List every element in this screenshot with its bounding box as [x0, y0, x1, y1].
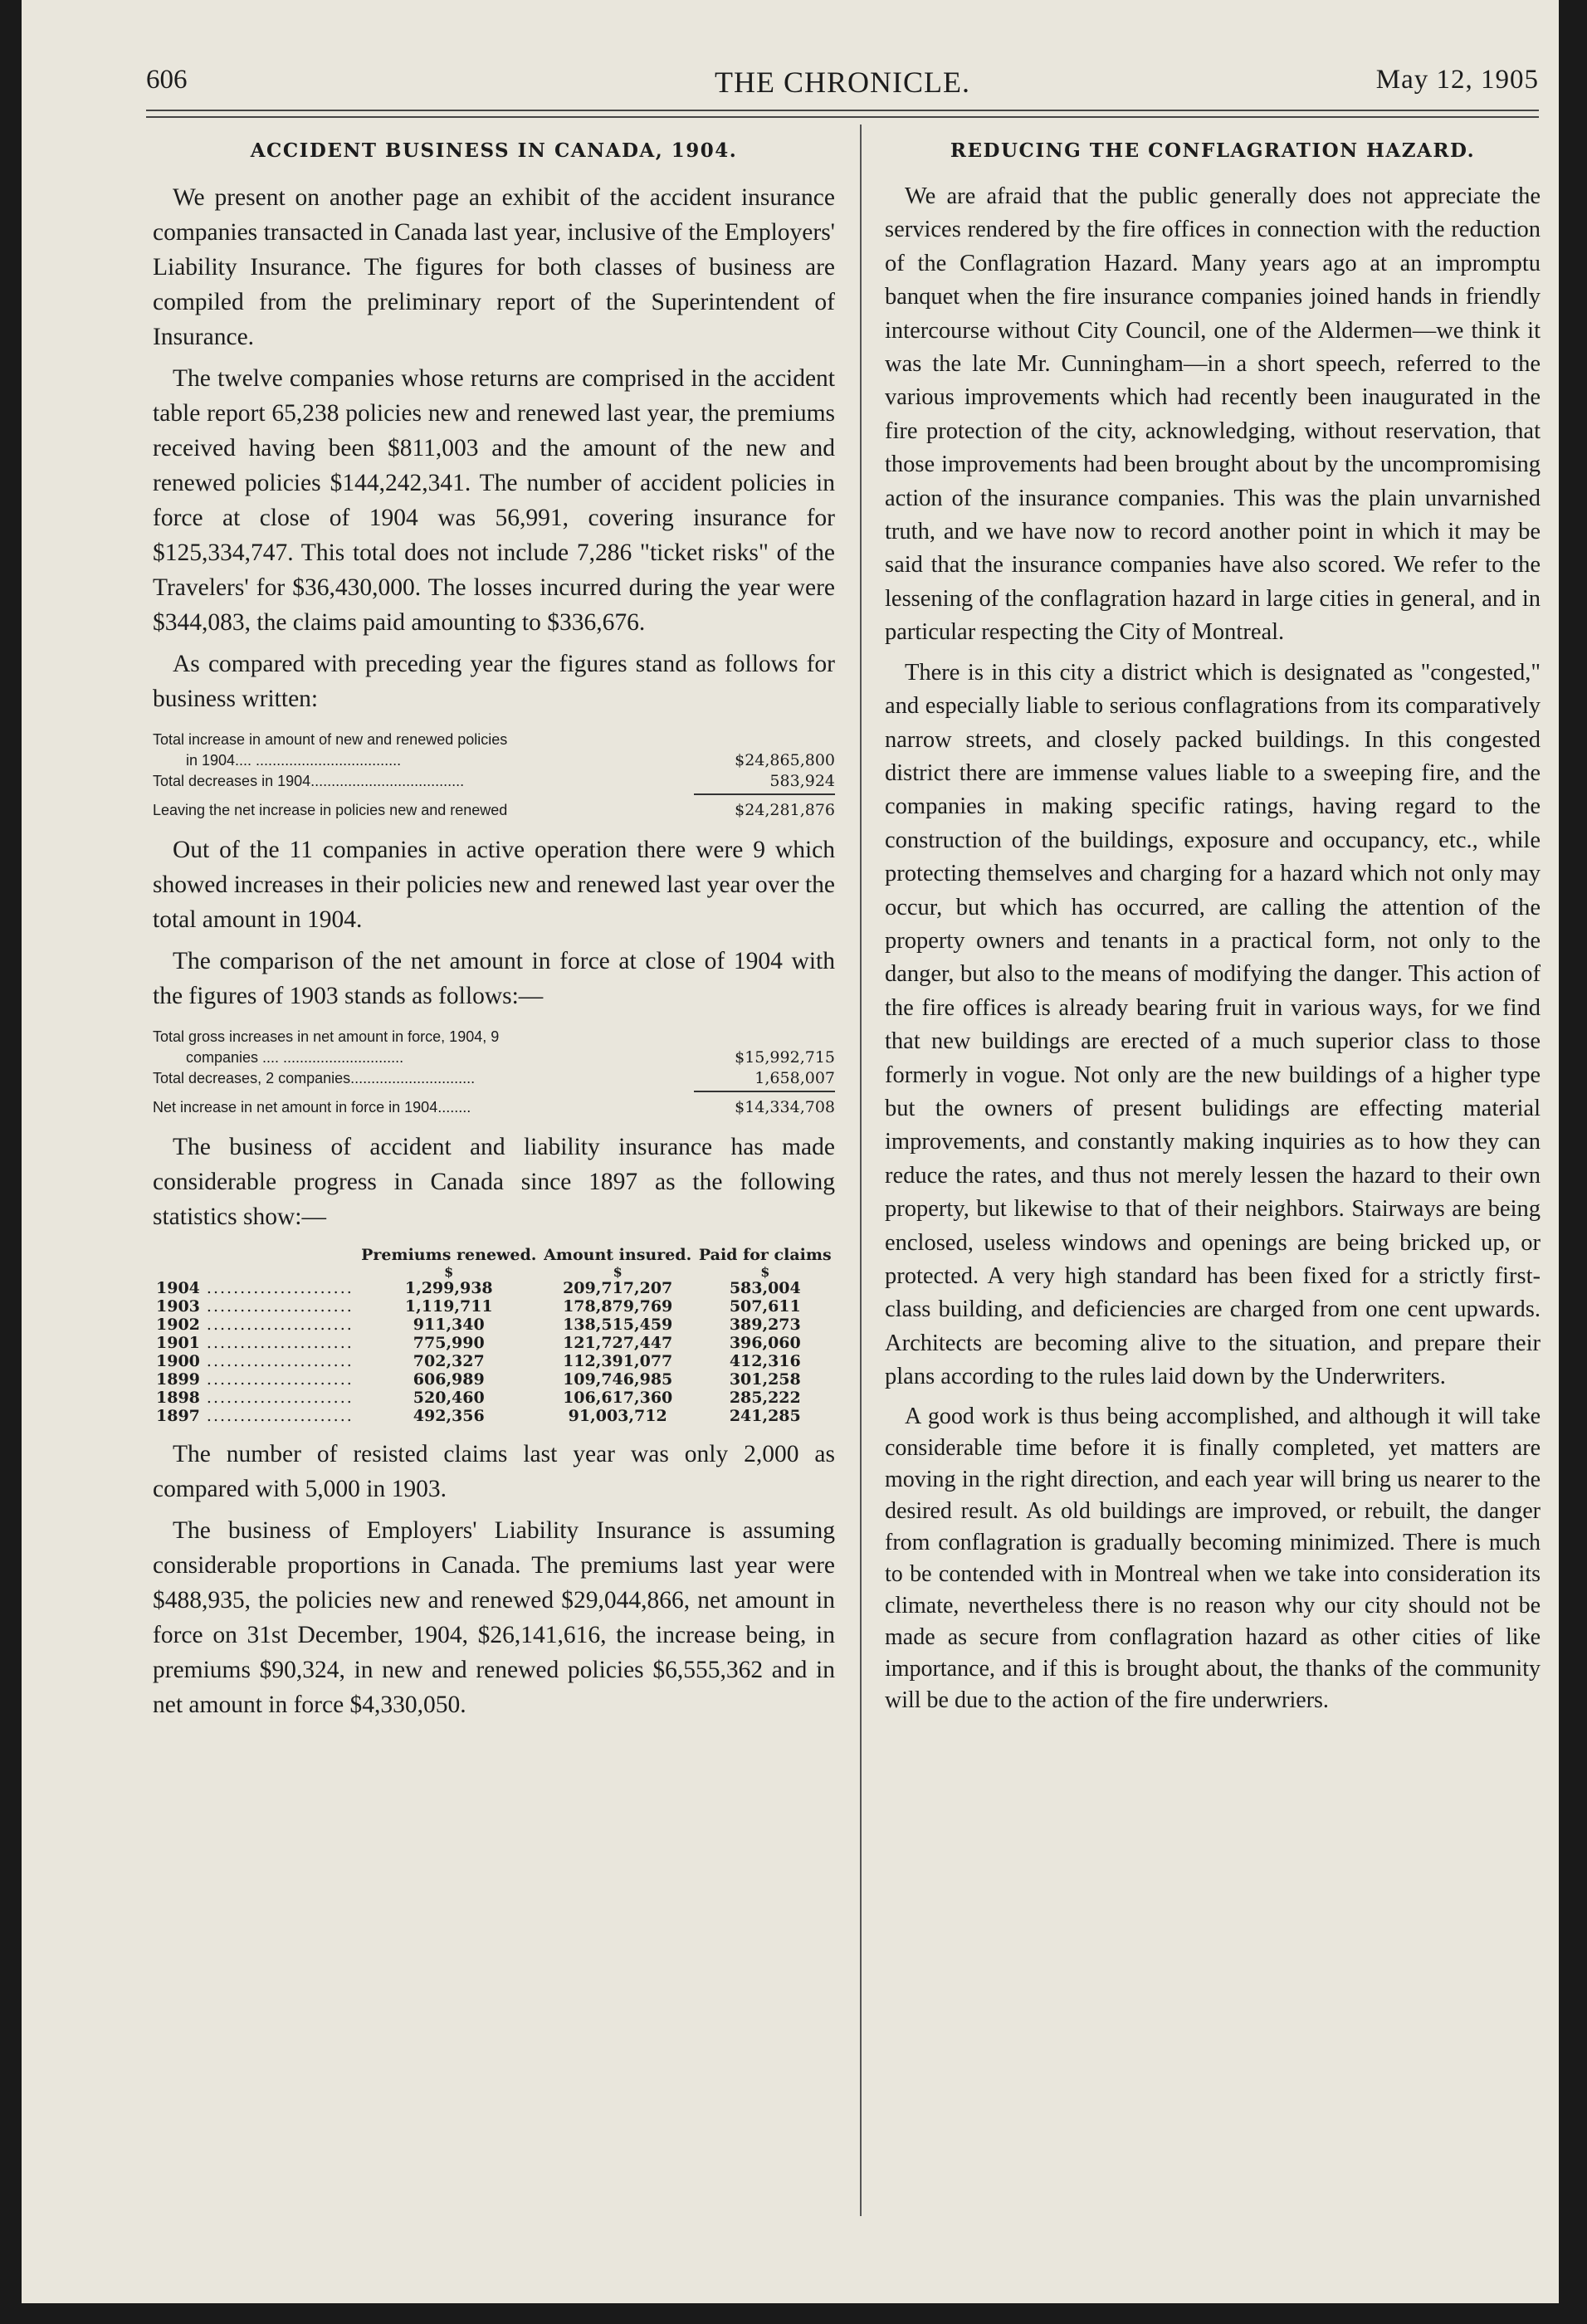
- statement-amount: $14,334,708: [735, 1098, 835, 1116]
- table-cell-premiums: 775,990: [413, 1334, 485, 1352]
- table-cell-year: 1902 .....: [153, 1316, 358, 1334]
- statement-amount: 1,658,007: [754, 1069, 835, 1087]
- statement-amount: 583,924: [769, 772, 835, 790]
- table-header: Paid for claims: [698, 1246, 832, 1264]
- statistics-table: [153, 1246, 835, 1425]
- statistics-table-body: [153, 1279, 835, 1425]
- table-header: Amount insured.: [544, 1246, 692, 1264]
- table-cell-year: 1904 .....: [153, 1279, 358, 1297]
- table-cell-amount: 121,727,447: [563, 1334, 673, 1352]
- statement-net-row: [153, 1097, 835, 1118]
- column-divider: [860, 124, 862, 2216]
- article-paragraph: The business of Employers' Liability Insurance is assuming considerable proportions in Canada. The premiums last year were $488,935, the policies new and renewed $29,044,866, net amount in force on 31st December, 1904, $26,141,616, the increase being, in premiums $90,324, in new and renewed policies $6,555,362 and in net amount in force $4,330,050.: [153, 1517, 835, 1718]
- table-cell-amount: 209,717,207: [563, 1279, 673, 1297]
- table-row: [153, 1316, 835, 1334]
- table-cell-claims: 412,316: [729, 1352, 801, 1370]
- article-paragraph: The comparison of the net amount in force at close of 1904 with the figures of 1903 stands as follows:—: [153, 948, 835, 1009]
- statement-label: Net increase in net amount in force in 1904........: [153, 1099, 471, 1116]
- table-unit: $: [613, 1264, 623, 1280]
- table-unit-row: [153, 1266, 835, 1279]
- article-heading-accident: ACCIDENT BUSINESS IN CANADA, 1904.: [250, 139, 738, 162]
- table-unit: $: [444, 1264, 454, 1280]
- total-rule: [694, 1091, 835, 1092]
- table-header-row: [153, 1246, 835, 1266]
- header-rule: [146, 110, 1539, 111]
- statement-row: [153, 1068, 835, 1089]
- publication-title: THE CHRONICLE.: [715, 66, 970, 99]
- table-cell-premiums: 492,356: [413, 1407, 485, 1425]
- table-cell-year: 1897 .....: [153, 1407, 358, 1425]
- table-cell-premiums: 1,119,711: [404, 1297, 493, 1316]
- left-column: [153, 139, 835, 1722]
- statement-amount: $24,865,800: [735, 751, 835, 769]
- statement-line: Total increase in amount of new and renewed policies: [153, 731, 508, 748]
- statement-label: in 1904.... ...................................: [186, 752, 402, 769]
- statement-net-row: [153, 800, 835, 821]
- table-cell-year: 1899 .....: [153, 1370, 358, 1389]
- table-cell-premiums: 911,340: [413, 1316, 485, 1334]
- table-cell-amount: 138,515,459: [563, 1316, 673, 1334]
- table-cell-claims: 285,222: [729, 1389, 801, 1407]
- issue-date: May 12, 1905: [1375, 65, 1539, 95]
- table-cell-claims: 583,004: [729, 1279, 801, 1297]
- table-cell-amount: 112,391,077: [563, 1352, 673, 1370]
- statement-label: companies .... .............................: [186, 1049, 404, 1066]
- statement-amount: $24,281,876: [735, 801, 835, 819]
- table-row: [153, 1279, 835, 1297]
- table-cell-amount: 178,879,769: [563, 1297, 673, 1316]
- table-cell-premiums: 606,989: [413, 1370, 485, 1389]
- table-cell-amount: 106,617,360: [563, 1389, 673, 1407]
- article-paragraph: We are afraid that the public generally does not appreciate the services rendered by the fire offices in connection with the reduction of the Conflagration Hazard. Many years ago at an impromptu banquet when the fire insurance companies joined hands in friendly intercourse without City Council, one of the Aldermen—we think it was the late Mr. Cunningham—in a short speech, referred to the various improvements which had recently been inaugurated in the fire protection of the city, acknowledging, without reservation, that those improvements had been brought about by the uncompromising action of the insurance companies. This was the plain unvarnished truth, and we have now to record another point in which it may be said that the insurance companies have also scored. We refer to the lessening of the conflagration hazard in large cities in general, and in particular respecting the City of Montreal.: [885, 183, 1541, 646]
- statement-label: Total decreases in 1904.....................................: [153, 773, 465, 789]
- article-paragraph: Out of the 11 companies in active operation there were 9 which showed increases in their policies new and renewed last year over the total amount in 1904.: [153, 837, 835, 933]
- table-cell-premiums: 702,327: [413, 1352, 485, 1370]
- newspaper-page: [22, 0, 1559, 2303]
- statement-line: Total gross increases in net amount in force, 1904, 9: [153, 1028, 500, 1045]
- table-header-year: [153, 1246, 358, 1266]
- table-cell-year: 1903 .....: [153, 1297, 358, 1316]
- header-rule-secondary: [146, 116, 1539, 118]
- statement-row: [153, 771, 835, 792]
- business-written-statement: [153, 730, 835, 821]
- statement-row: [153, 1047, 835, 1068]
- net-amount-statement: [153, 1027, 835, 1118]
- article-paragraph: We present on another page an exhibit of the accident insurance companies transacted in Canada last year, inclusive of the Employers' Liability Insurance. The figures for both classes of business are compiled from the preliminary report of the Superintendent of Insurance.: [153, 184, 835, 350]
- table-cell-premiums: 1,299,938: [404, 1279, 493, 1297]
- table-cell-claims: 241,285: [729, 1407, 801, 1425]
- table-cell-claims: 301,258: [729, 1370, 801, 1389]
- table-cell-year: 1901 .....: [153, 1334, 358, 1352]
- article-paragraph: The twelve companies whose returns are comprised in the accident table report 65,238 policies new and renewed last year, the premiums received having been $811,003 and the amount of the new and renewed policies $144,242,341. The number of accident policies in force at close of 1904 was 56,991, covering insurance for $125,334,747. This total does not include 7,286 "ticket risks" of the Travelers' for $36,430,000. The losses incurred during the year were $344,083, the claims paid amounting to $336,676.: [153, 365, 835, 636]
- table-header: Premiums renewed.: [361, 1246, 537, 1264]
- statement-row: [153, 750, 835, 771]
- article-paragraph: The business of accident and liability insurance has made considerable progress in Canada since 1897 as the following statistics show:—: [153, 1134, 835, 1230]
- statement-amount: $15,992,715: [735, 1048, 835, 1067]
- article-heading-conflagration: REDUCING THE CONFLAGRATION HAZARD.: [950, 139, 1476, 162]
- article-paragraph: The number of resisted claims last year was only 2,000 as compared with 5,000 in 1903.: [153, 1441, 835, 1502]
- table-cell-amount: 91,003,712: [568, 1407, 667, 1425]
- page-header: [146, 65, 1539, 106]
- table-row: [153, 1334, 835, 1352]
- table-cell-amount: 109,746,985: [563, 1370, 673, 1389]
- table-cell-year: 1898 .....: [153, 1389, 358, 1407]
- table-row: [153, 1297, 835, 1316]
- statement-label: Leaving the net increase in policies new and renewed: [153, 802, 508, 818]
- table-row: [153, 1352, 835, 1370]
- article-paragraph: As compared with preceding year the figures stand as follows for business written:: [153, 651, 835, 712]
- article-paragraph: A good work is thus being accomplished, and although it will take considerable time before it is finally completed, yet matters are moving in the right direction, and each year will bring us nearer to the desired result. As old buildings are improved, or rebuilt, the danger from conflagration is gradually becoming minimized. There is much to be contended with in Montreal when we take into consideration its climate, nevertheless there is no reason why our city should not be made as secure from conflagration hazard as other cities of like importance, and if this is brought about, the thanks of the community will be due to the action of the fire underwriers.: [885, 1403, 1541, 1713]
- table-row: [153, 1370, 835, 1389]
- table-cell-claims: 389,273: [729, 1316, 801, 1334]
- total-rule: [694, 793, 835, 795]
- table-cell-year: 1900 .....: [153, 1352, 358, 1370]
- right-column: [885, 139, 1541, 1716]
- table-row: [153, 1407, 835, 1425]
- table-unit: $: [760, 1264, 770, 1280]
- table-row: [153, 1389, 835, 1407]
- table-cell-claims: 507,611: [729, 1297, 801, 1316]
- article-paragraph: There is in this city a district which is designated as "congested," and especially liable to serious conflagrations from its comparatively narrow streets, and closely packed buildings. In this congested district there are immense values liable to a sweeping fire, and the companies in making specific ratings, having regard to the construction of the buildings, exposure and occupancy, etc., while protecting themselves and charging for a hazard which not only may occur, but which has occurred, are calling the attention of the property owners and tenants in a practical form, not only to the danger, but also to the means of modifying the danger. This action of the fire offices is already bearing fruit in various ways, for we find that new buildings are erected of a much superior class to those formerly in vogue. Not only are the new buildings of a higher type but the owners of present bulidings are effecting material improvements, and constantly making inquiries as to how they can reduce the rates, and thus not merely lessen the hazard to their own property, but likewise to that of their neighbors. Stairways are being enclosed, useless windows and openings are being bricked up, or protected. A very high standard has been fixed for a strictly first-class building, and deficiencies are charged from one cent upwards. Architects are becoming alive to the situation, and prepare their plans according to the rules laid down by the Underwriters.: [885, 659, 1541, 1390]
- table-cell-premiums: 520,460: [413, 1389, 485, 1407]
- table-cell-claims: 396,060: [729, 1334, 801, 1352]
- page-number: 606: [146, 65, 188, 95]
- statement-label: Total decreases, 2 companies..............................: [153, 1070, 476, 1086]
